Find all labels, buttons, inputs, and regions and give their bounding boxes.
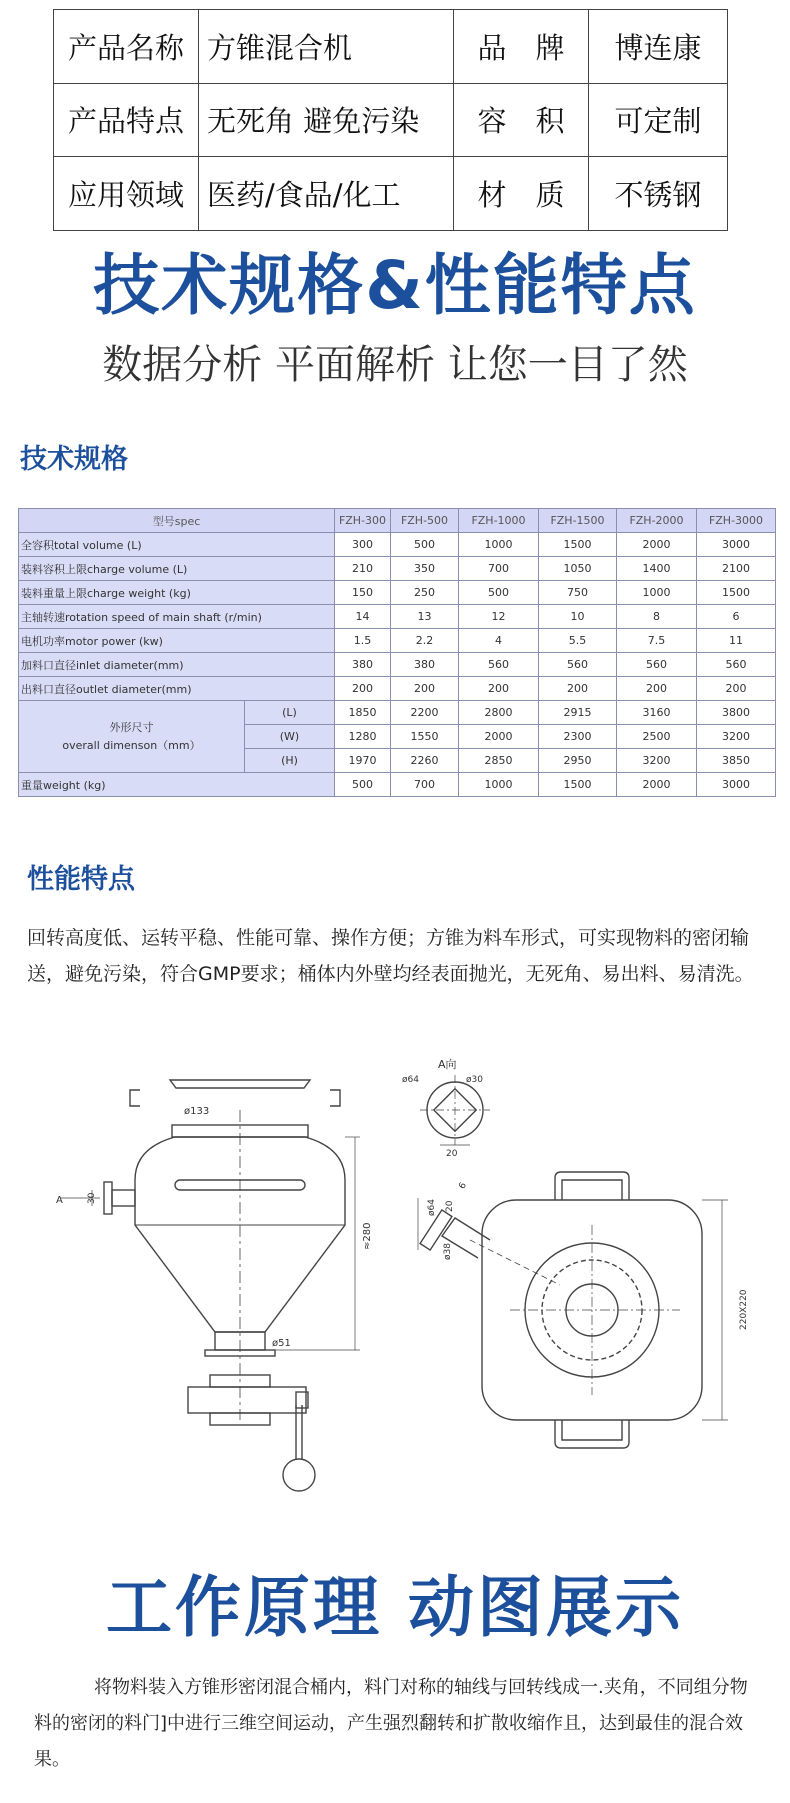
info-cell: 可定制	[589, 83, 728, 157]
dim-220: 220X220	[739, 1289, 749, 1330]
spec-model: FZH-1000	[459, 509, 539, 533]
spec-row	[19, 533, 776, 557]
spec-cell: 1400	[617, 557, 697, 581]
dimension-label	[19, 701, 245, 773]
dim-51: ø51	[272, 1338, 291, 1349]
spec-cell: 200	[617, 677, 697, 701]
info-cell: 方锥混合机	[199, 10, 454, 84]
spec-cell: 200	[335, 677, 391, 701]
mixer-front-view	[60, 1080, 360, 1491]
dim-133: ø133	[184, 1106, 210, 1117]
spec-section-title: 技术规格	[20, 444, 128, 475]
info-cell: 容 积	[454, 83, 589, 157]
spec-cell: 12	[459, 605, 539, 629]
spec-cell: 2260	[391, 749, 459, 773]
spec-cell: 3850	[697, 749, 776, 773]
spec-cell: 10	[539, 605, 617, 629]
spec-cell: 560	[617, 653, 697, 677]
spec-cell: 2200	[391, 701, 459, 725]
spec-row	[19, 773, 776, 797]
info-cell: 产品特点	[54, 83, 199, 157]
spec-cell: 1050	[539, 557, 617, 581]
spec-cell: 1500	[539, 773, 617, 797]
dimension-label-en: overall dimenson（mm）	[62, 738, 201, 752]
spec-row	[19, 629, 776, 653]
spec-cell: 2.2	[391, 629, 459, 653]
info-row	[54, 10, 728, 84]
performance-title: 性能特点	[27, 864, 135, 895]
a-marker: A	[56, 1195, 63, 1206]
spec-cell: 13	[391, 605, 459, 629]
spec-cell: 2950	[539, 749, 617, 773]
spec-model: FZH-300	[335, 509, 391, 533]
spec-cell: 380	[391, 653, 459, 677]
dim-6: 6	[457, 1180, 469, 1191]
spec-cell: 1000	[459, 773, 539, 797]
spec-cell: 560	[539, 653, 617, 677]
spec-cell: 3000	[697, 533, 776, 557]
spec-cell: 2800	[459, 701, 539, 725]
spec-cell: 300	[335, 533, 391, 557]
dim-38: ø38	[443, 1243, 453, 1260]
dimension-label-cn: 外形尺寸	[109, 720, 154, 734]
spec-cell: 380	[335, 653, 391, 677]
spec-row	[19, 653, 776, 677]
headline: 技术规格&性能特点	[93, 247, 697, 324]
info-cell: 应用领域	[54, 157, 199, 231]
info-cell: 博连康	[589, 10, 728, 84]
spec-cell: 1850	[335, 701, 391, 725]
dimension-axis: (H)	[245, 749, 335, 773]
spec-row-label: 电机功率motor power (kw)	[19, 629, 335, 653]
spec-cell: 500	[335, 773, 391, 797]
spec-cell: 1000	[459, 533, 539, 557]
info-cell: 不锈钢	[589, 157, 728, 231]
spec-row-label: 重量weight (kg)	[19, 773, 335, 797]
spec-cell: 6	[697, 605, 776, 629]
spec-cell: 1500	[539, 533, 617, 557]
spec-cell: 2500	[617, 725, 697, 749]
performance-text: 回转高度低、运转平稳、性能可靠、操作方便；方锥为料车形式，可实现物料的密闭输送，避免污染，符合GMP要求；桶体内外壁均经表面抛光，无死角、易出料、易清洗。	[27, 927, 754, 985]
principle-text: 将物料装入方锥形密闭混合桶内，料门对称的轴线与回转线成一.夹角，不同组分物料的密闭的料门]中进行三维空间运动，产生强烈翻转和扩散收缩作且，达到最佳的混合效果。	[34, 1677, 748, 1770]
subheadline: 数据分析 平面解析 让您一目了然	[102, 342, 688, 388]
spec-cell: 2100	[697, 557, 776, 581]
spec-cell: 3160	[617, 701, 697, 725]
spec-model: FZH-1500	[539, 509, 617, 533]
spec-row-label: 装料重量上限charge weight (kg)	[19, 581, 335, 605]
spec-table	[18, 508, 776, 797]
spec-cell: 2915	[539, 701, 617, 725]
dim-20b: 20	[445, 1200, 455, 1212]
spec-cell: 3800	[697, 701, 776, 725]
spec-header-label: 型号spec	[19, 509, 335, 533]
spec-row	[19, 701, 776, 725]
spec-cell: 14	[335, 605, 391, 629]
spec-cell: 250	[391, 581, 459, 605]
product-info-table	[53, 9, 728, 231]
spec-row	[19, 581, 776, 605]
dimension-axis: (L)	[245, 701, 335, 725]
info-cell: 无死角 避免污染	[199, 83, 454, 157]
spec-row-label: 全容积total volume (L)	[19, 533, 335, 557]
spec-cell: 500	[459, 581, 539, 605]
spec-cell: 200	[697, 677, 776, 701]
mixer-top-view	[418, 1172, 728, 1448]
dim-280: ≈280	[362, 1222, 373, 1250]
spec-cell: 2000	[459, 725, 539, 749]
spec-header-row	[19, 509, 776, 533]
spec-cell: 560	[697, 653, 776, 677]
info-row	[54, 157, 728, 231]
principle-title: 工作原理 动图展示	[106, 1569, 684, 1646]
spec-cell: 700	[459, 557, 539, 581]
spec-cell: 1550	[391, 725, 459, 749]
spec-cell: 700	[391, 773, 459, 797]
spec-row	[19, 677, 776, 701]
spec-row	[19, 605, 776, 629]
spec-cell: 11	[697, 629, 776, 653]
info-row	[54, 83, 728, 157]
dim-64: ø64	[402, 1075, 419, 1085]
a-view	[420, 1075, 490, 1145]
spec-model: FZH-3000	[697, 509, 776, 533]
dim-20: 20	[446, 1149, 458, 1159]
spec-cell: 200	[539, 677, 617, 701]
info-cell: 品 牌	[454, 10, 589, 84]
view-title: A向	[438, 1058, 457, 1071]
spec-cell: 1000	[617, 581, 697, 605]
info-cell: 材 质	[454, 157, 589, 231]
spec-row-label: 出料口直径outlet diameter(mm)	[19, 677, 335, 701]
spec-cell: 2300	[539, 725, 617, 749]
spec-cell: 750	[539, 581, 617, 605]
dim-64b: ø64	[427, 1199, 437, 1216]
spec-cell: 560	[459, 653, 539, 677]
spec-cell: 3200	[617, 749, 697, 773]
spec-cell: 2000	[617, 533, 697, 557]
spec-cell: 7.5	[617, 629, 697, 653]
spec-row-label: 加料口直径inlet diameter(mm)	[19, 653, 335, 677]
info-cell: 医药/食品/化工	[199, 157, 454, 231]
dim-30: ø30	[466, 1075, 483, 1085]
spec-cell: 500	[391, 533, 459, 557]
spec-cell: 1.5	[335, 629, 391, 653]
spec-cell: 1500	[697, 581, 776, 605]
spec-model: FZH-2000	[617, 509, 697, 533]
spec-row-label: 装料容积上限charge volume (L)	[19, 557, 335, 581]
spec-model: FZH-500	[391, 509, 459, 533]
spec-cell: 1970	[335, 749, 391, 773]
spec-row-label: 主轴转速rotation speed of main shaft (r/min)	[19, 605, 335, 629]
info-cell: 产品名称	[54, 10, 199, 84]
spec-cell: 200	[391, 677, 459, 701]
spec-cell: 5.5	[539, 629, 617, 653]
technical-drawing	[0, 1050, 790, 1550]
spec-cell: 2000	[617, 773, 697, 797]
dim-30-side: 30	[87, 1192, 97, 1204]
spec-cell: 3000	[697, 773, 776, 797]
spec-cell: 3200	[697, 725, 776, 749]
dimension-axis: (W)	[245, 725, 335, 749]
spec-cell: 350	[391, 557, 459, 581]
spec-cell: 4	[459, 629, 539, 653]
spec-cell: 8	[617, 605, 697, 629]
spec-cell: 2850	[459, 749, 539, 773]
spec-cell: 200	[459, 677, 539, 701]
spec-row	[19, 557, 776, 581]
spec-cell: 210	[335, 557, 391, 581]
spec-cell: 150	[335, 581, 391, 605]
spec-cell: 1280	[335, 725, 391, 749]
